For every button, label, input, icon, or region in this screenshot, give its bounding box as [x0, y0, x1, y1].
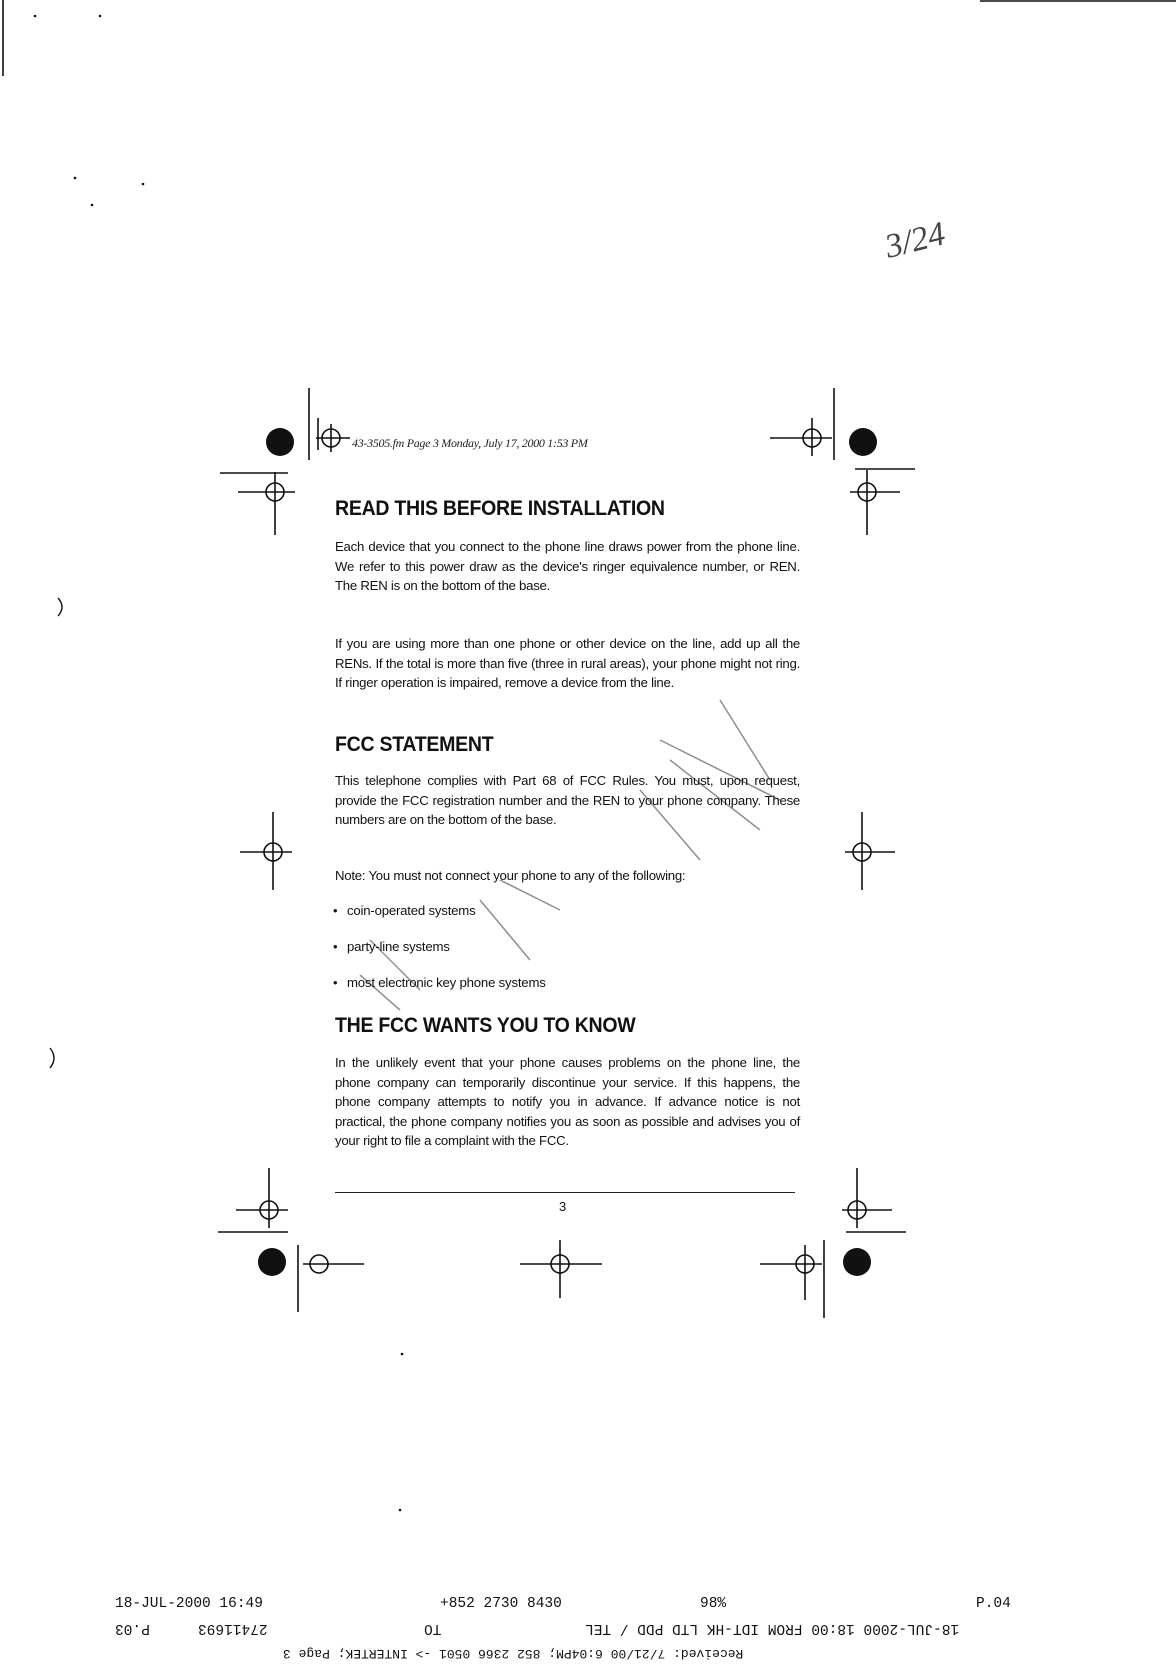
fcc-paragraph-1-wrap: [335, 771, 800, 830]
install-paragraph-1: Each device that you connect to the phone line draws power from the phone line. We refer to this power draw as the device's ringer equivalence number, or REN. The REN is on the bottom of the base.: [335, 539, 800, 593]
running-header: 43-3505.fm Page 3 Monday, July 17, 2000 1:53 PM: [352, 436, 588, 450]
list-item: • coin-operated systems: [347, 903, 475, 918]
install-paragraph-2-wrap: [335, 634, 800, 693]
section-title-fcc: FCC STATEMENT: [335, 733, 494, 756]
fcc-note: Note: You must not connect your phone to any of the following:: [335, 868, 686, 883]
handwritten-page-note: 3/24: [881, 215, 949, 266]
fax-flipped-to: TO: [424, 1620, 442, 1636]
fax-flipped-number: 27411693: [198, 1620, 268, 1636]
fax-flipped-from: 18-JUL-2000 18:00 FROM IDT-HK LTD PDD / TEL: [585, 1620, 960, 1636]
install-paragraph-1-wrap: [335, 537, 800, 596]
fax-page: P.04: [976, 1596, 1011, 1612]
footer-rule: [335, 1192, 795, 1193]
section-install: [335, 497, 800, 521]
list-item: • party-line systems: [347, 939, 450, 954]
install-paragraph-2: If you are using more than one phone or other device on the line, add up all the RENs. If the total is more than five (three in rural areas), your phone might not ring. If ringer operation is impaired, remove a device from the line.: [335, 636, 800, 690]
fax-flipped-page: P.03: [115, 1620, 150, 1636]
fax-datetime: 18-JUL-2000 16:49: [115, 1596, 263, 1612]
fax-received-line: Received: 7/21/00 6:04PM; 852 2366 0501 -> INTERTEK; Page 3: [283, 1646, 744, 1661]
fcc-paragraph-1: This telephone complies with Part 68 of FCC Rules. You must, upon request, provide the FCC registration number and the REN to your phone company. These numbers are on the bottom of the base.: [335, 773, 800, 827]
fax-percent: 98%: [700, 1596, 727, 1612]
fcc-note-wrap: [335, 866, 800, 886]
fax-phone: +852 2730 8430: [440, 1596, 562, 1612]
know-paragraph-1-wrap: [335, 1053, 800, 1151]
know-paragraph-1: In the unlikely event that your phone causes problems on the phone line, the phone company can temporarily discontinue your service. If this happens, the phone company attempts to notify you in advance. If advance notice is not practical, the phone company notifies you as soon as possible and advises you of your right to file a complaint with the FCC.: [335, 1055, 800, 1148]
page-number: 3: [559, 1199, 567, 1214]
section-title-know: THE FCC WANTS YOU TO KNOW: [335, 1014, 636, 1037]
section-know: [335, 1014, 800, 1038]
section-title-install: READ THIS BEFORE INSTALLATION: [335, 497, 665, 520]
list-item: • most electronic key phone systems: [347, 975, 546, 990]
section-fcc: [335, 733, 800, 757]
